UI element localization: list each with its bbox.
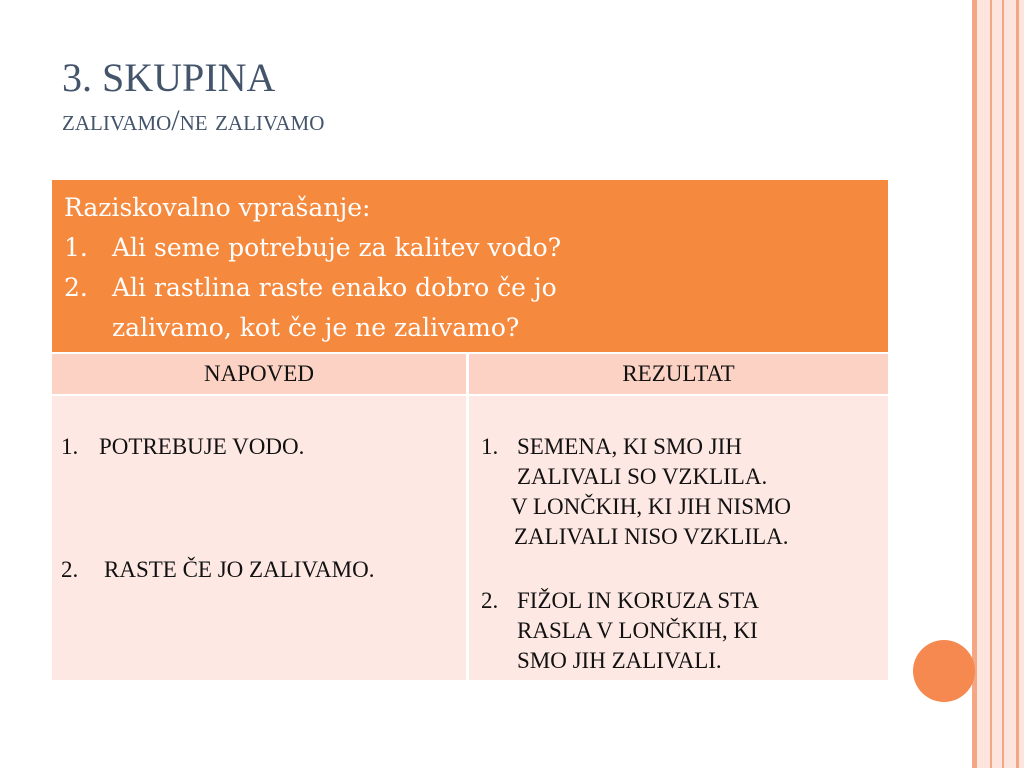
slide-title: [62, 54, 324, 140]
research-question-box: [52, 180, 888, 352]
item-number: 1.: [481, 434, 499, 459]
results-table: [52, 354, 888, 682]
item-text: ZALIVALI NISO VZKLILA.: [514, 524, 789, 549]
question-number: 1.: [64, 233, 88, 262]
question-text: Ali rastlina raste enako dobro če jo: [112, 273, 557, 302]
decorative-circle: [913, 640, 975, 702]
decorative-stripes: [972, 0, 1024, 768]
item-text: SMO JIH ZALIVALI.: [517, 648, 722, 673]
item-number: 2.: [481, 588, 499, 613]
stripe: [1002, 0, 1004, 768]
question-text: zalivamo, kot če je ne zalivamo?: [112, 313, 520, 342]
question-number: 2.: [64, 273, 88, 302]
item-text: SEMENA, KI SMO JIH: [517, 434, 742, 459]
item-text: ZALIVALI SO VZKLILA.: [517, 464, 768, 489]
list-item: [61, 432, 305, 462]
question-list: [64, 228, 876, 348]
napoved-cell: [52, 396, 466, 680]
stripe: [990, 0, 992, 768]
list-item: [61, 555, 375, 585]
item-text: RASTE ČE JO ZALIVAMO.: [104, 557, 375, 582]
item-text: FIŽOL IN KORUZA STA: [517, 588, 759, 613]
title-subtitle: zalivamo/ne zalivamo: [62, 104, 325, 137]
rezultat-cell: [469, 396, 888, 680]
item-number: 2.: [61, 557, 79, 582]
question-item: [64, 268, 876, 348]
question-text: Ali seme potrebuje za kalitev vodo?: [112, 233, 562, 262]
item-text: RASLA V LONČKIH, KI: [517, 618, 758, 643]
question-item: [64, 228, 876, 268]
item-text: V LONČKIH, KI JIH NISMO: [511, 494, 792, 519]
question-heading: Raziskovalno vprašanje:: [64, 193, 371, 222]
stripe: [1016, 0, 1019, 768]
header-napoved: NAPOVED: [52, 354, 466, 394]
header-rezultat: REZULTAT: [469, 354, 888, 394]
item-text: POTREBUJE VODO.: [99, 434, 305, 459]
title-main: 3. SKUPINA: [62, 55, 276, 100]
stripe: [972, 0, 977, 768]
item-number: 1.: [61, 434, 79, 459]
